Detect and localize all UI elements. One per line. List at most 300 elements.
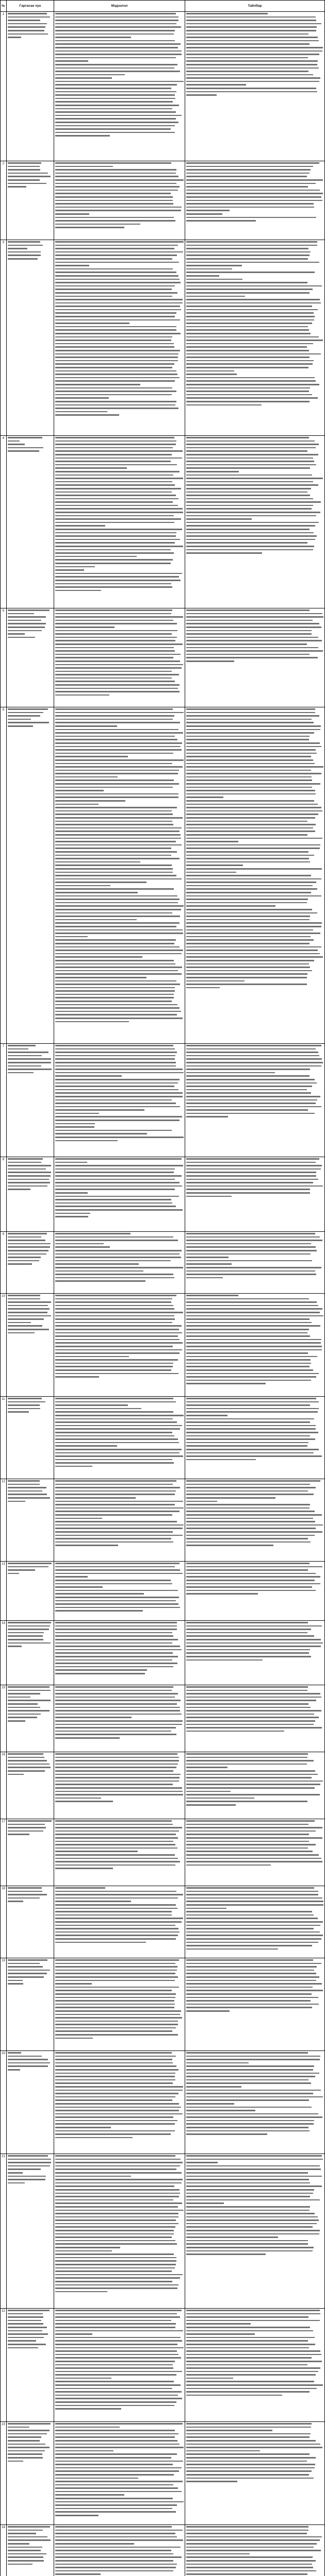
text-line	[55, 391, 176, 392]
text-line	[55, 895, 177, 897]
info-cell	[54, 2422, 185, 2524]
text-line	[186, 892, 311, 893]
text-line	[8, 2333, 48, 2335]
text-line	[186, 2367, 320, 2369]
text-line	[55, 397, 109, 399]
text-line	[55, 882, 147, 883]
text-line	[55, 1072, 184, 1074]
text-line	[8, 1165, 51, 1166]
text-line	[55, 1848, 177, 1849]
text-line	[55, 1938, 176, 1940]
text-line	[8, 630, 42, 632]
text-line	[8, 447, 43, 449]
text-line	[55, 2313, 177, 2315]
text-line	[55, 2185, 174, 2187]
text-line	[55, 1824, 173, 1825]
text-line	[55, 1538, 171, 1539]
text-line	[186, 2116, 322, 2118]
text-line	[55, 350, 180, 351]
text-line	[8, 1404, 40, 1406]
text-line	[55, 1541, 173, 1543]
text-line	[55, 546, 183, 547]
text-line	[55, 343, 174, 345]
text-line	[8, 2556, 43, 2558]
text-line	[186, 719, 312, 720]
text-line	[55, 1656, 178, 1657]
row-number-cell	[1, 1685, 7, 1752]
text-line	[186, 1865, 271, 1866]
text-line	[55, 1794, 183, 1795]
text-line	[55, 2017, 182, 2019]
text-line	[186, 1576, 320, 1578]
text-line	[55, 1277, 174, 1279]
text-line	[186, 312, 314, 314]
table-row	[1, 1479, 324, 1562]
text-line	[186, 1973, 316, 1974]
text-line	[186, 936, 311, 938]
text-line	[186, 804, 318, 805]
text-line	[8, 1959, 47, 1961]
text-line	[55, 1908, 177, 1909]
text-line	[8, 1693, 40, 1694]
info-cell	[54, 1958, 185, 2050]
text-line	[55, 1376, 99, 1378]
text-line	[186, 179, 323, 181]
text-line	[55, 183, 176, 184]
text-line	[55, 1652, 173, 1654]
text-line	[55, 1349, 182, 1351]
text-line	[55, 251, 183, 253]
text-line	[55, 1987, 179, 1988]
text-line	[55, 2444, 180, 2445]
text-line	[186, 258, 308, 260]
text-line	[8, 1246, 50, 1248]
text-line	[8, 33, 48, 35]
text-line	[55, 481, 172, 483]
text-line	[8, 1055, 42, 1057]
text-line	[55, 1963, 175, 1964]
text-line	[186, 1435, 310, 1437]
text-line	[186, 647, 318, 649]
text-line	[55, 1213, 90, 1214]
text-line	[55, 367, 172, 368]
text-line	[8, 1497, 50, 1499]
text-line	[55, 196, 173, 198]
text-line	[8, 1760, 47, 1761]
text-line	[186, 1305, 318, 1307]
text-line	[55, 1329, 179, 1330]
text-line	[55, 220, 175, 222]
text-line	[186, 1518, 313, 1519]
text-line	[55, 1894, 183, 1895]
text-line	[186, 2082, 311, 2084]
text-line	[186, 1298, 309, 1300]
text-line	[8, 2323, 43, 2325]
text-line	[55, 2264, 176, 2265]
text-line	[186, 2433, 311, 2435]
text-line	[55, 1216, 88, 1217]
text-line	[55, 464, 177, 466]
text-line	[186, 2313, 320, 2315]
text-line	[55, 753, 173, 754]
text-line	[55, 2107, 181, 2108]
text-line	[186, 1263, 232, 1265]
text-line	[55, 1408, 141, 1410]
text-line	[55, 2388, 172, 2389]
text-line	[186, 1250, 317, 1251]
text-line	[186, 868, 322, 870]
text-line	[186, 1092, 311, 1094]
text-line	[55, 1635, 173, 1637]
text-line	[186, 2056, 320, 2057]
text-line	[186, 2350, 320, 2352]
text-line	[8, 258, 38, 260]
text-line	[186, 912, 317, 914]
text-line	[55, 858, 180, 859]
text-line	[186, 2320, 320, 2321]
table-row	[1, 1621, 324, 1685]
text-line	[8, 1065, 41, 1067]
text-line	[8, 1305, 48, 1307]
text-line	[186, 542, 307, 544]
text-line	[55, 2367, 173, 2369]
text-line	[55, 1459, 172, 1461]
text-line	[186, 498, 313, 500]
text-line	[186, 1048, 316, 1050]
header-number: №	[1, 1, 7, 11]
text-line	[186, 2133, 267, 2135]
text-line	[8, 2440, 40, 2442]
text-line	[55, 1260, 171, 1262]
text-line	[186, 1325, 320, 1327]
text-line	[186, 1887, 314, 1889]
text-line	[55, 1904, 176, 1906]
text-line	[186, 1162, 316, 1163]
text-line	[55, 224, 140, 225]
text-line	[186, 946, 321, 948]
text-line	[55, 1103, 176, 1104]
text-line	[186, 190, 320, 191]
text-line	[55, 970, 178, 972]
text-line	[55, 2133, 171, 2135]
text-line	[186, 217, 316, 218]
text-line	[186, 1487, 316, 1488]
row-number-cell	[1, 2525, 7, 2576]
text-line	[186, 207, 314, 208]
text-line	[55, 2408, 121, 2410]
text-line	[55, 380, 175, 382]
text-line	[55, 539, 180, 540]
text-line	[8, 2550, 41, 2551]
text-line	[55, 353, 178, 355]
text-line	[8, 1983, 23, 1985]
text-line	[55, 2219, 176, 2221]
text-line	[186, 1045, 321, 1046]
text-line	[186, 1563, 310, 1564]
text-line	[55, 1690, 172, 1691]
text-line	[55, 128, 171, 130]
text-line	[8, 2159, 51, 2160]
text-line	[55, 1421, 177, 1423]
text-line	[186, 1099, 317, 1101]
text-line	[8, 2330, 42, 2332]
text-line	[186, 57, 308, 59]
text-line	[55, 2216, 178, 2218]
text-line	[55, 1586, 103, 1588]
info-cell	[54, 608, 185, 707]
text-line	[186, 512, 320, 513]
text-line	[186, 739, 309, 740]
text-line	[55, 1082, 178, 1084]
text-line	[8, 2320, 41, 2321]
text-line	[186, 2333, 255, 2335]
text-line	[55, 1700, 181, 1701]
text-line	[186, 186, 308, 188]
text-line	[186, 1827, 322, 1828]
text-line	[55, 2310, 182, 2311]
text-line	[8, 1182, 50, 1183]
text-line	[55, 2330, 183, 2332]
text-line	[8, 1329, 49, 1330]
text-line	[186, 1997, 318, 1998]
text-line	[55, 1851, 138, 1852]
text-line	[55, 1925, 175, 1926]
text-line	[55, 1973, 175, 1974]
text-line	[186, 967, 310, 968]
text-line	[55, 1697, 175, 1698]
text-line	[55, 1914, 172, 1916]
text-line	[55, 1004, 177, 1006]
text-line	[55, 498, 178, 500]
text-line	[55, 549, 171, 551]
text-line	[186, 444, 319, 445]
submitter-cell	[7, 1562, 54, 1620]
text-line	[186, 2189, 314, 2191]
text-line	[55, 1189, 175, 1190]
text-line	[186, 1445, 307, 1447]
text-line	[55, 94, 175, 96]
row-number-cell	[1, 2422, 7, 2524]
text-line	[8, 1894, 47, 1895]
text-line	[186, 1335, 310, 1337]
text-line	[55, 1373, 178, 1375]
row-number-cell	[1, 1562, 7, 1620]
text-line	[55, 559, 173, 561]
row-number: 22	[2, 2310, 5, 2313]
text-line	[186, 2216, 318, 2218]
text-line	[186, 1541, 311, 1543]
text-line	[55, 566, 95, 568]
text-line	[186, 960, 314, 961]
text-line	[186, 1380, 311, 1381]
text-line	[55, 742, 182, 744]
info-cell	[54, 1621, 185, 1685]
text-line	[55, 2526, 172, 2528]
text-line	[186, 67, 319, 69]
text-line	[55, 861, 140, 863]
text-line	[8, 1045, 36, 1046]
text-line	[186, 660, 234, 662]
text-line	[8, 1976, 44, 1978]
text-line	[55, 878, 182, 880]
text-line	[55, 790, 104, 791]
text-line	[55, 91, 176, 93]
text-line	[55, 2354, 178, 2355]
text-line	[186, 916, 310, 917]
row-number: 8	[2, 1158, 5, 1161]
text-line	[55, 1983, 92, 1985]
table-row	[1, 608, 324, 707]
text-line	[186, 623, 319, 624]
text-line	[186, 1082, 317, 1084]
text-line	[55, 899, 180, 900]
text-line	[186, 2388, 317, 2389]
text-line	[186, 94, 217, 96]
text-line	[55, 1980, 175, 1981]
text-line	[55, 2364, 173, 2366]
text-line	[8, 1710, 50, 1711]
text-line	[55, 37, 131, 38]
text-line	[186, 1787, 315, 1789]
text-line	[55, 529, 182, 530]
text-line	[186, 2384, 323, 2386]
text-line	[186, 1079, 315, 1080]
text-line	[186, 2450, 260, 2452]
text-line	[55, 1607, 180, 1608]
text-line	[55, 576, 179, 578]
text-line	[55, 357, 178, 358]
text-line	[55, 255, 177, 256]
text-line	[186, 1055, 319, 1057]
text-line	[55, 2260, 176, 2262]
text-line	[8, 1490, 42, 1492]
text-line	[55, 394, 172, 396]
text-line	[55, 1274, 173, 1275]
text-line	[186, 2090, 321, 2091]
text-line	[186, 2354, 321, 2355]
table-row	[1, 1294, 324, 1397]
text-line	[8, 1973, 47, 1974]
text-line	[55, 408, 178, 409]
text-line	[55, 333, 181, 334]
text-line	[8, 2182, 25, 2184]
text-line	[55, 471, 180, 472]
text-line	[186, 16, 316, 18]
text-line	[8, 2172, 23, 2174]
text-line	[186, 1168, 321, 1170]
text-line	[55, 2323, 176, 2325]
text-line	[55, 807, 177, 808]
text-line	[55, 1158, 182, 1160]
text-line	[8, 20, 40, 21]
text-line	[186, 1089, 307, 1091]
text-line	[55, 525, 105, 527]
text-line	[55, 756, 128, 757]
text-line	[186, 984, 307, 985]
row-number: 15	[2, 1686, 5, 1689]
text-line	[55, 2079, 175, 2081]
text-line	[8, 712, 43, 714]
header-info: Мэдээлэл	[54, 1, 185, 11]
text-line	[186, 43, 310, 45]
text-line	[55, 71, 180, 72]
text-line	[186, 1172, 316, 1173]
text-line	[186, 2076, 315, 2077]
text-line	[8, 2433, 47, 2435]
text-line	[186, 2059, 320, 2060]
text-line	[186, 875, 311, 876]
text-line	[55, 340, 171, 341]
text-line	[55, 2433, 178, 2435]
text-line	[55, 1425, 182, 1427]
text-line	[55, 2014, 180, 2015]
text-line	[55, 241, 184, 243]
text-line	[55, 1727, 176, 1728]
text-line	[55, 518, 181, 520]
text-line	[55, 2103, 179, 2105]
text-line	[186, 1959, 313, 1961]
text-line	[8, 1185, 47, 1187]
text-line	[8, 2165, 50, 2167]
text-line	[55, 783, 179, 785]
text-line	[55, 759, 184, 761]
text-line	[8, 2065, 48, 2067]
text-line	[186, 2230, 320, 2231]
text-line	[8, 2427, 29, 2428]
text-line	[55, 1858, 178, 1859]
text-line	[55, 64, 177, 65]
text-line	[55, 902, 178, 904]
text-line	[8, 1295, 40, 1296]
note-cell	[185, 2525, 324, 2576]
text-line	[186, 888, 317, 890]
text-line	[8, 183, 46, 184]
text-line	[186, 1494, 314, 1495]
text-line	[8, 708, 48, 710]
text-line	[186, 2470, 312, 2472]
text-line	[186, 1703, 308, 1705]
text-line	[186, 2236, 278, 2238]
text-line	[186, 1075, 310, 1077]
text-line	[55, 626, 115, 628]
text-line	[186, 13, 268, 14]
row-number-cell	[1, 1479, 7, 1561]
text-line	[186, 2069, 313, 2071]
text-line	[186, 1339, 321, 1341]
table-row	[1, 1397, 324, 1479]
text-line	[55, 620, 173, 621]
text-line	[8, 1501, 25, 1502]
text-line	[186, 394, 312, 396]
text-line	[186, 367, 308, 368]
text-line	[55, 1720, 183, 1722]
row-number: 11	[2, 1398, 5, 1401]
text-line	[186, 1639, 321, 1640]
text-line	[186, 384, 319, 385]
text-line	[186, 357, 310, 358]
text-line	[55, 926, 176, 927]
text-line	[186, 1352, 308, 1354]
text-line	[186, 1270, 315, 1272]
text-line	[55, 647, 174, 649]
text-line	[55, 16, 178, 18]
text-line	[55, 30, 175, 31]
text-line	[55, 2277, 180, 2279]
text-line	[186, 1179, 318, 1180]
text-line	[186, 282, 307, 283]
text-line	[186, 759, 313, 761]
text-line	[55, 132, 175, 133]
